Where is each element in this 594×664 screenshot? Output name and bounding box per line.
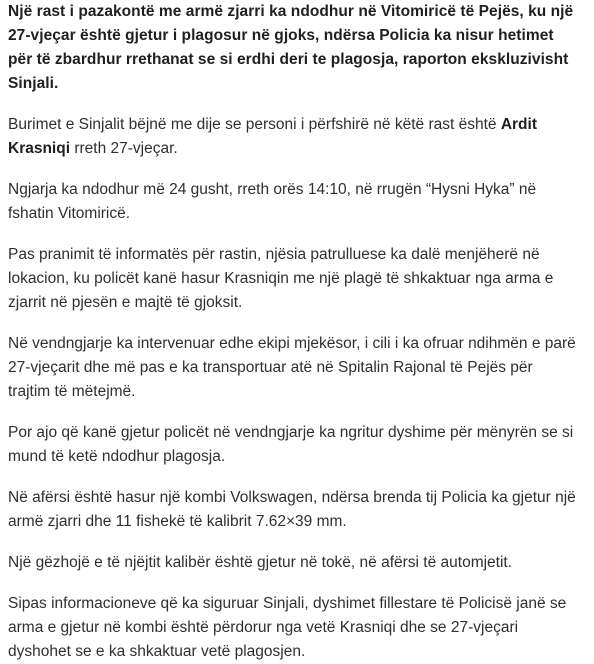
article-lead: Një rast i pazakontë me armë zjarri ka ndodhur në Vitomiricë të Pejës, ku një 27-vjeçar është gjetur i plagosur në gjoks, ndërsa Policia ka nisur hetimet për të zbardhur rrethanat se si erdhi deri te plagosja, raporton ekskluzivisht Sinjali. — [8, 3, 574, 92]
article-paragraph-source — [8, 113, 578, 161]
paragraph-text: Burimet e Sinjalit bëjnë me dije se personi i përfshirë në këtë rast është — [8, 116, 501, 133]
article-paragraph-police-arrival: Pas pranimit të informatës për rastin, njësia patrulluese ka dalë menjëherë në lokacion, ku policët kanë hasur Krasniqin me një plagë të shkaktuar nga arma e zjarrit në pjesën e majtë të gjoksit. — [8, 246, 554, 311]
person-name: Ardit Krasniqi — [8, 116, 537, 157]
paragraph-text: rreth 27-vjeçar. — [70, 140, 178, 157]
article-paragraph-suspicions: Por ajo që kanë gjetur policët në vendngjarje ka ngritur dyshime për mënyrën se si mund të ketë ndodhur plagosja. — [8, 424, 574, 465]
article-paragraph-casing: Një gëzhojë e të njëjtit kalibër është gjetur në tokë, në afërsi të automjetit. — [8, 554, 513, 571]
article-paragraph-time: Ngjarja ka ndodhur më 24 gusht, rreth orës 14:10, në rrugën “Hysni Hyka” në fshatin Vitomiricë. — [8, 181, 537, 222]
article-paragraph-conclusion: Sipas informacioneve që ka siguruar Sinjali, dyshimet fillestare të Policisë janë se arma e gjetur në kombi është përdorur nga vetë Krasniqi dhe se 27-vjeçari dyshohet se e ka shkaktuar vetë plagosjen. — [8, 595, 567, 660]
article-paragraph-medical: Në vendngjarje ka intervenuar edhe ekipi mjekësor, i cili i ka ofruar ndihmën e parë 27-vjeçarit dhe më pas e ka transportuar atë në Spitalin Rajonal të Pejës për trajtim të mëtejmë. — [8, 335, 576, 400]
article-paragraph-vehicle: Në afërsi është hasur një kombi Volkswagen, ndërsa brenda tij Policia ka gjetur një armë zjarri dhe 11 fishekë të kalibrit 7.62×39 mm. — [8, 489, 576, 530]
